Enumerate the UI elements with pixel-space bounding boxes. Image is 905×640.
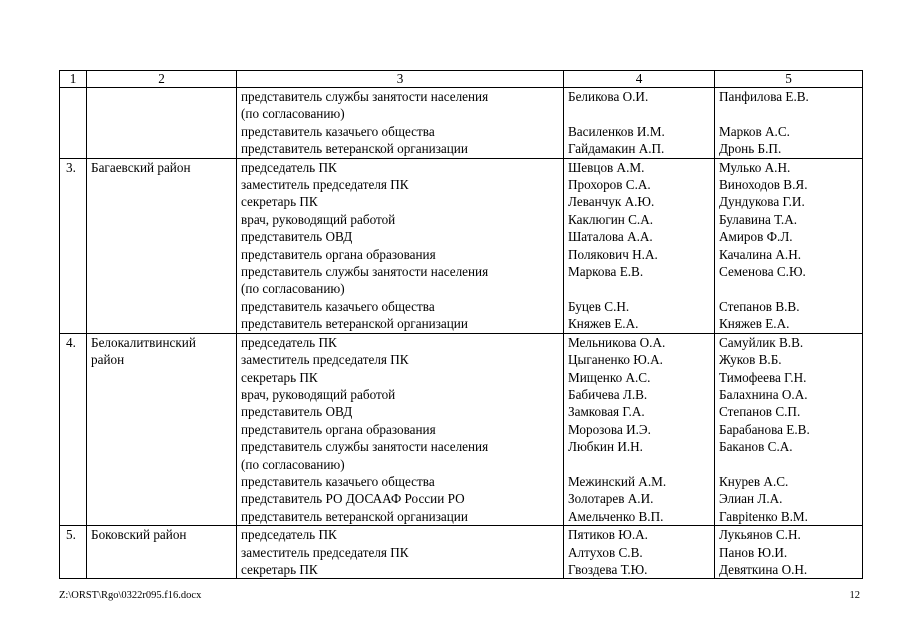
section-number: 3. xyxy=(60,158,87,333)
member-col4-cell-line xyxy=(568,105,710,122)
member-col4-cell-line: Княжев Е.А. xyxy=(568,316,639,332)
section-number xyxy=(60,88,87,159)
member-col4-cell-line: Бабичева Л.В. xyxy=(568,386,648,402)
member-col4-cell-line: Полякович Н.А. xyxy=(568,246,658,262)
member-col5-cell xyxy=(715,333,863,525)
member-col4-cell-line: Беликова О.И. xyxy=(568,89,649,104)
member-col4-cell-line: Замковая Г.А. xyxy=(568,404,645,420)
role-cell xyxy=(237,158,564,333)
role-cell-line: представитель казачьего общества xyxy=(241,473,435,489)
member-col5-cell-line: Степанов В.В. xyxy=(719,298,800,314)
member-col4-cell-line: Мельникова О.А. xyxy=(568,334,666,350)
role-cell-line: председатель ПК xyxy=(241,527,337,543)
member-col5-cell-line: Тимофеева Г.Н. xyxy=(719,369,807,385)
member-col5-cell-line: Девяткина О.Н. xyxy=(719,561,808,577)
district-cell-line: Белокалитвинский xyxy=(91,334,196,350)
role-cell-line: врач, руководящий работой xyxy=(241,211,396,227)
header-cell-2: 2 xyxy=(87,71,237,88)
member-col5-cell-line: Амиров Ф.Л. xyxy=(719,229,793,245)
member-col4-cell-line: Золотарев А.И. xyxy=(568,491,654,507)
role-cell-line: представитель ветеранской организации xyxy=(241,316,468,332)
member-col4-cell-line: Леванчук А.Ю. xyxy=(568,194,655,210)
role-cell-line: представитель РО ДОСААФ России РО xyxy=(241,491,465,507)
member-col4-cell-line: Цыганенко Ю.А. xyxy=(568,352,663,368)
role-cell-line: (по согласованию) xyxy=(241,281,345,297)
member-col5-cell-line: Дундукова Г.И. xyxy=(719,194,805,210)
role-cell-line: представитель ОВД xyxy=(241,404,353,420)
member-col4-cell-line: Гайдамакин А.П. xyxy=(568,141,665,157)
member-col4-cell-line: Василенков И.М. xyxy=(568,123,665,139)
role-cell-line: представитель органа образования xyxy=(241,246,436,262)
member-col4-cell-line: Амельченко В.П. xyxy=(568,508,664,524)
section-row xyxy=(60,526,863,579)
role-cell-line: представитель службы занятости населения xyxy=(241,89,489,104)
member-col5-cell-line: Качалина А.Н. xyxy=(719,246,802,262)
role-cell-line: заместитель председателя ПК xyxy=(241,177,409,193)
section-row xyxy=(60,158,863,333)
member-col4-cell-line: Морозова И.Э. xyxy=(568,421,651,437)
role-cell-line: врач, руководящий работой xyxy=(241,386,396,402)
role-cell-line: председатель ПК xyxy=(241,159,337,175)
member-col4-cell-line: Межинский А.М. xyxy=(568,473,667,489)
footer-file-path: Z:\ORST\Rgo\0322r095.f16.docx xyxy=(59,590,202,601)
member-col5-cell-line: Барабанова Е.В. xyxy=(719,421,810,437)
section-number: 4. xyxy=(60,333,87,525)
member-col4-cell-line: Любкин И.Н. xyxy=(568,439,643,455)
member-col5-cell-line: Мулько А.Н. xyxy=(719,159,791,175)
member-col5-cell-line: Баканов С.А. xyxy=(719,439,793,455)
member-col5-cell-line: Панов Ю.И. xyxy=(719,544,788,560)
header-cell-4: 4 xyxy=(564,71,715,88)
role-cell-line: секретарь ПК xyxy=(241,369,318,385)
member-col4-cell xyxy=(564,526,715,579)
member-col5-cell-line: Балахнина О.А. xyxy=(719,386,808,402)
member-col5-cell-line xyxy=(719,456,858,473)
member-col4-cell xyxy=(564,88,715,159)
role-cell-line: представитель казачьего общества xyxy=(241,123,435,139)
member-col5-cell-line: Панфилова Е.В. xyxy=(719,89,809,104)
role-cell-line: представитель службы занятости населения xyxy=(241,264,489,280)
member-col4-cell-line xyxy=(568,280,710,297)
role-cell-line: представитель ОВД xyxy=(241,229,353,245)
section-row xyxy=(60,88,863,159)
district-cell xyxy=(87,333,237,525)
role-cell xyxy=(237,526,564,579)
member-col5-cell xyxy=(715,526,863,579)
member-col4-cell-line: Каклюгин С.А. xyxy=(568,211,654,227)
district-cell xyxy=(87,158,237,333)
section-number: 5. xyxy=(60,526,87,579)
role-cell-line: представитель службы занятости населения xyxy=(241,439,489,455)
role-cell-line: представитель казачьего общества xyxy=(241,298,435,314)
member-col4-cell-line: Шаталова А.А. xyxy=(568,229,653,245)
member-col4-cell-line: Алтухов С.В. xyxy=(568,544,643,560)
member-col5-cell-line: Лукьянов С.Н. xyxy=(719,527,801,543)
member-col5-cell-line: Дронь Б.П. xyxy=(719,141,782,157)
footer-page-number: 12 xyxy=(849,590,860,601)
member-col4-cell-line: Пятиков Ю.А. xyxy=(568,527,648,543)
header-row xyxy=(60,71,863,88)
district-cell-line: район xyxy=(91,352,125,368)
member-col5-cell-line: Жуков В.Б. xyxy=(719,352,782,368)
role-cell xyxy=(237,88,564,159)
member-col5-cell xyxy=(715,158,863,333)
member-col5-cell-line: Гаврitенко В.М. xyxy=(719,508,808,524)
member-col5-cell-line: Элиан Л.А. xyxy=(719,491,783,507)
member-col5-cell-line xyxy=(719,105,858,122)
member-col4-cell-line xyxy=(568,456,710,473)
member-col5-cell-line: Булавина Т.А. xyxy=(719,211,798,227)
member-col5-cell xyxy=(715,88,863,159)
role-cell-line: заместитель председателя ПК xyxy=(241,544,409,560)
header-cell-5: 5 xyxy=(715,71,863,88)
district-cell xyxy=(87,526,237,579)
role-cell-line: заместитель председателя ПК xyxy=(241,352,409,368)
role-cell xyxy=(237,333,564,525)
member-col5-cell-line xyxy=(719,280,858,297)
member-col5-cell-line: Виноходов В.Я. xyxy=(719,177,808,193)
member-col4-cell-line: Буцев С.Н. xyxy=(568,298,630,314)
member-col4-cell-line: Мищенко А.С. xyxy=(568,369,651,385)
district-cell xyxy=(87,88,237,159)
role-cell-line: (по согласованию) xyxy=(241,456,345,472)
role-cell-line: председатель ПК xyxy=(241,334,337,350)
header-cell-3: 3 xyxy=(237,71,564,88)
member-col5-cell-line: Степанов С.П. xyxy=(719,404,801,420)
role-cell-line: секретарь ПК xyxy=(241,194,318,210)
commission-table xyxy=(59,70,863,579)
district-cell-line: Боковский район xyxy=(91,527,187,543)
member-col4-cell-line: Прохоров С.А. xyxy=(568,177,651,193)
district-cell-line: Багаевский район xyxy=(91,159,191,175)
member-col4-cell-line: Шевцов А.М. xyxy=(568,159,645,175)
role-cell-line: представитель ветеранской организации xyxy=(241,141,468,157)
member-col5-cell-line: Семенова С.Ю. xyxy=(719,264,806,280)
member-col4-cell-line: Гвоздева Т.Ю. xyxy=(568,561,648,577)
member-col4-cell xyxy=(564,333,715,525)
role-cell-line: представитель органа образования xyxy=(241,421,436,437)
role-cell-line: (по согласованию) xyxy=(241,106,345,122)
role-cell-line: секретарь ПК xyxy=(241,561,318,577)
member-col5-cell-line: Марков А.С. xyxy=(719,123,790,139)
role-cell-line: представитель ветеранской организации xyxy=(241,508,468,524)
member-col5-cell-line: Княжев Е.А. xyxy=(719,316,790,332)
member-col5-cell-line: Кнурев А.С. xyxy=(719,473,789,489)
member-col4-cell xyxy=(564,158,715,333)
header-cell-1: 1 xyxy=(60,71,87,88)
member-col5-cell-line: Самуйлик В.В. xyxy=(719,334,804,350)
member-col4-cell-line: Маркова Е.В. xyxy=(568,264,644,280)
section-row xyxy=(60,333,863,525)
